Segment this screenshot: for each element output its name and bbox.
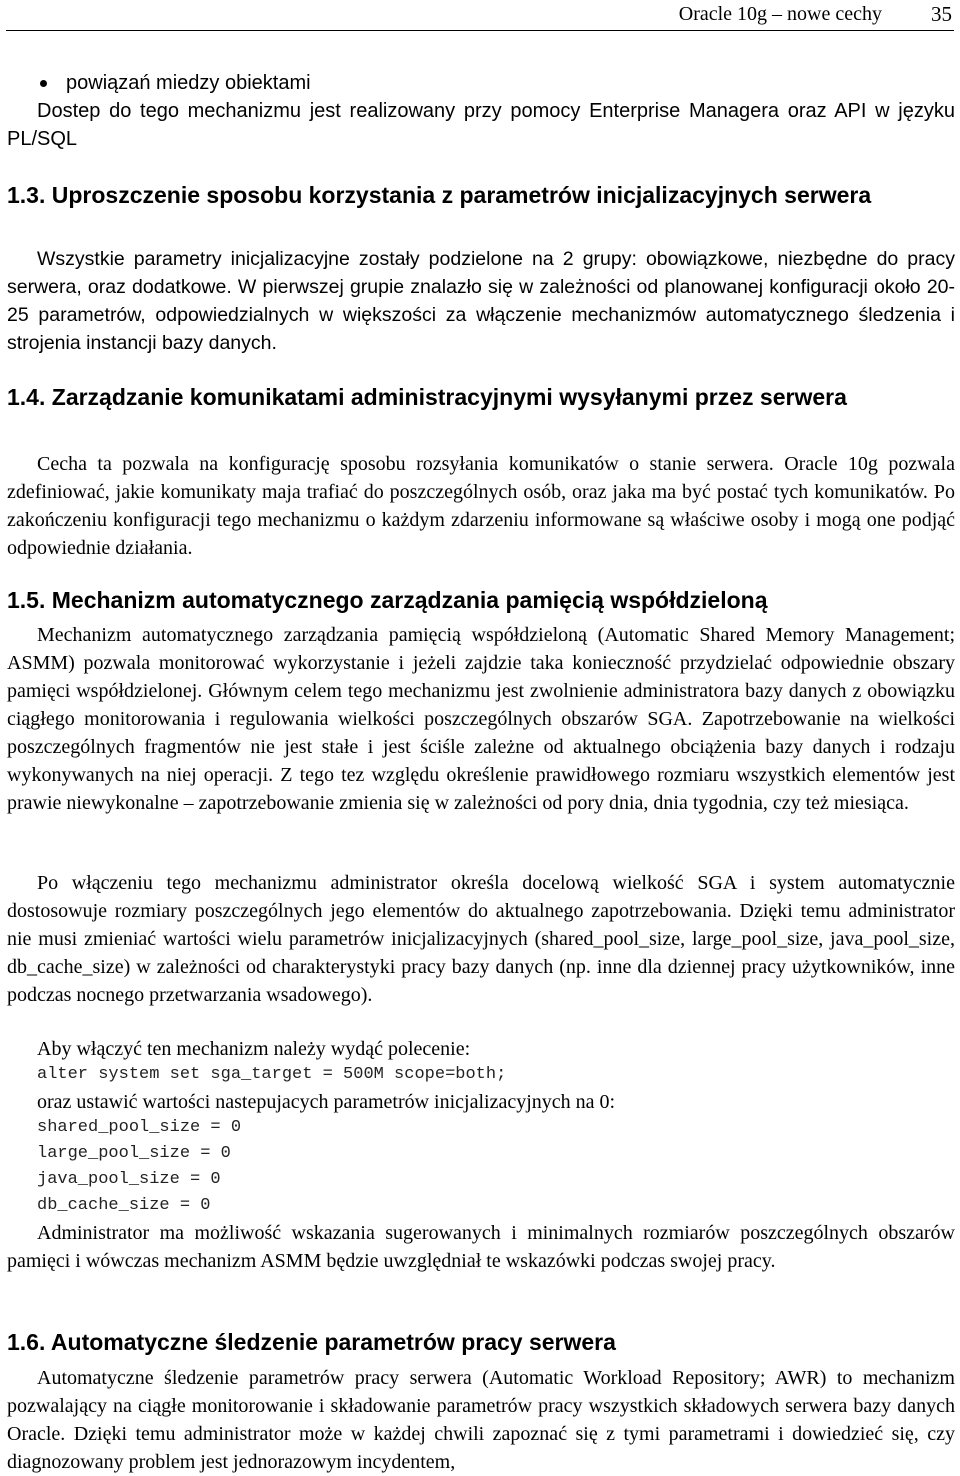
param-line: db_cache_size = 0 <box>37 1196 211 1215</box>
section-1-5-para2: Po włączeniu tego mechanizmu administrator określa docelową wielkość SGA i system automatycznie dostosowuje rozmiary poszczególnych jego elementów do aktualnego zapotrzebowania. Dzięki temu administrator nie musi zmieniać wartości wielu parametrów inicjalizacyjnych (shared_pool_size, large_pool_size, java_pool_size, db_cache_size) w zależności od charakterystyki pracy bazy danych (np. inne dla dziennej pracy użytkowników, inne podczas nocnego przetwarzania wsadowego). <box>7 872 955 1006</box>
section-1-5-para1: Mechanizm automatycznego zarządzania pamięcią współdzieloną (Automatic Shared Memory Management; ASMM) pozwala monitorować wykorzystanie i jeżeli zajdzie taka konieczność przydzielać odpowiednie obszary pamięci współdzielonej. Głównym celem tego mechanizmu jest zwolnienie administratora bazy danych z obowiązku ciągłego monitorowania i regulowania wielkości poszczególnych obszarów SGA. Zapotrzebowanie na wielkości poszczególnych fragmentów nie jest stałe i jest ściśle zależne od aktualnego obciążenia bazy danych i rodzaju wykonywanych na niej operacji. Z tego tez względu określenie prawidłowego rozmiaru wszystkich elementów jest prawie niewykonalne – zapotrzebowanie zmienia się w zależności od pory dnia, dnia tygodnia, czy też miesiąca. <box>7 624 955 814</box>
section-1-6-number: 1.6. <box>7 1329 46 1355</box>
section-1-4-number: 1.4. <box>7 384 46 410</box>
enable-command: alter system set sga_target = 500M scope=both; <box>37 1065 507 1084</box>
section-1-3-body: Wszystkie parametry inicjalizacyjne zostały podzielone na 2 grupy: obowiązkowe, niezbędne do pracy serwera, oraz dodatkowe. W pierwszej grupie znalazło się w zależności od planowanej konfiguracji około 20-25 parametrów, odpowiedzialnych w większości za włączenie mechanizmów automatycznego śledzenia i strojenia instancji bazy danych. <box>7 248 955 354</box>
param-line: java_pool_size = 0 <box>37 1170 221 1189</box>
section-1-6-body: Automatyczne śledzenie parametrów pracy serwera (Automatic Workload Repository; AWR) to mechanizm pozwalający na ciągłe monitorowanie i składowanie parametrów pracy wszystkich składowych serwera bazy danych Oracle. Dzięki temu administrator może w każdej chwili zapoznać się z tymi parametrami i dowiedzieć się, czy diagnozowany problem jest jednorazowym incydentem, <box>7 1367 955 1473</box>
section-1-3-heading <box>7 180 955 211</box>
header-title: Oracle 10g – nowe cechy <box>678 3 882 25</box>
bullet-icon <box>40 80 47 87</box>
section-1-4-heading <box>7 382 947 413</box>
section-1-5-number: 1.5. <box>7 587 46 613</box>
section-1-5-para3: Administrator ma możliwość wskazania sugerowanych i minimalnych rozmiarów poszczególnych obszarów pamięci i wówczas mechanizm ASMM będzie uwzględniał te wskazówki podczas swojej pracy. <box>7 1222 955 1272</box>
section-1-6-heading <box>7 1327 955 1358</box>
section-1-4-body: Cecha ta pozwala na konfigurację sposobu rozsyłania komunikatów o stanie serwera. Oracle 10g pozwala zdefiniować, jakie komunikaty maja trafiać do poszczególnych osób, oraz jaka ma być postać tych komunikatów. Po zakończeniu konfiguracji tego mechanizmu o każdym zdarzeniu informowane są właściwe osoby i mogą one podjąć odpowiednie działania. <box>7 453 955 559</box>
section-1-6-title: Automatyczne śledzenie parametrów pracy serwera <box>50 1329 616 1355</box>
param-line: large_pool_size = 0 <box>37 1144 231 1163</box>
bullet-item: powiązań miedzy obiektami <box>66 72 311 94</box>
running-header <box>6 0 954 31</box>
section-1-3-number: 1.3. <box>7 182 46 208</box>
section-1-4-title: Zarządzanie komunikatami administracyjnymi wysyłanymi przez serwera <box>51 384 847 410</box>
params-text: oraz ustawić wartości nastepujacych parametrów inicjalizacyjnych na 0: <box>37 1091 616 1113</box>
intro-text: Dostep do tego mechanizmu jest realizowany przy pomocy Enterprise Managera oraz API w języku PL/SQL <box>7 100 955 150</box>
enable-text: Aby włączyć ten mechanizm należy wydąć polecenie: <box>37 1038 471 1060</box>
page-number: 35 <box>931 2 952 26</box>
param-line: shared_pool_size = 0 <box>37 1118 242 1137</box>
section-1-3-title: Uproszczenie sposobu korzystania z parametrów inicjalizacyjnych serwera <box>51 182 872 208</box>
section-1-5-title: Mechanizm automatycznego zarządzania pamięcią współdzieloną <box>51 587 768 613</box>
section-1-5-heading <box>7 585 955 616</box>
